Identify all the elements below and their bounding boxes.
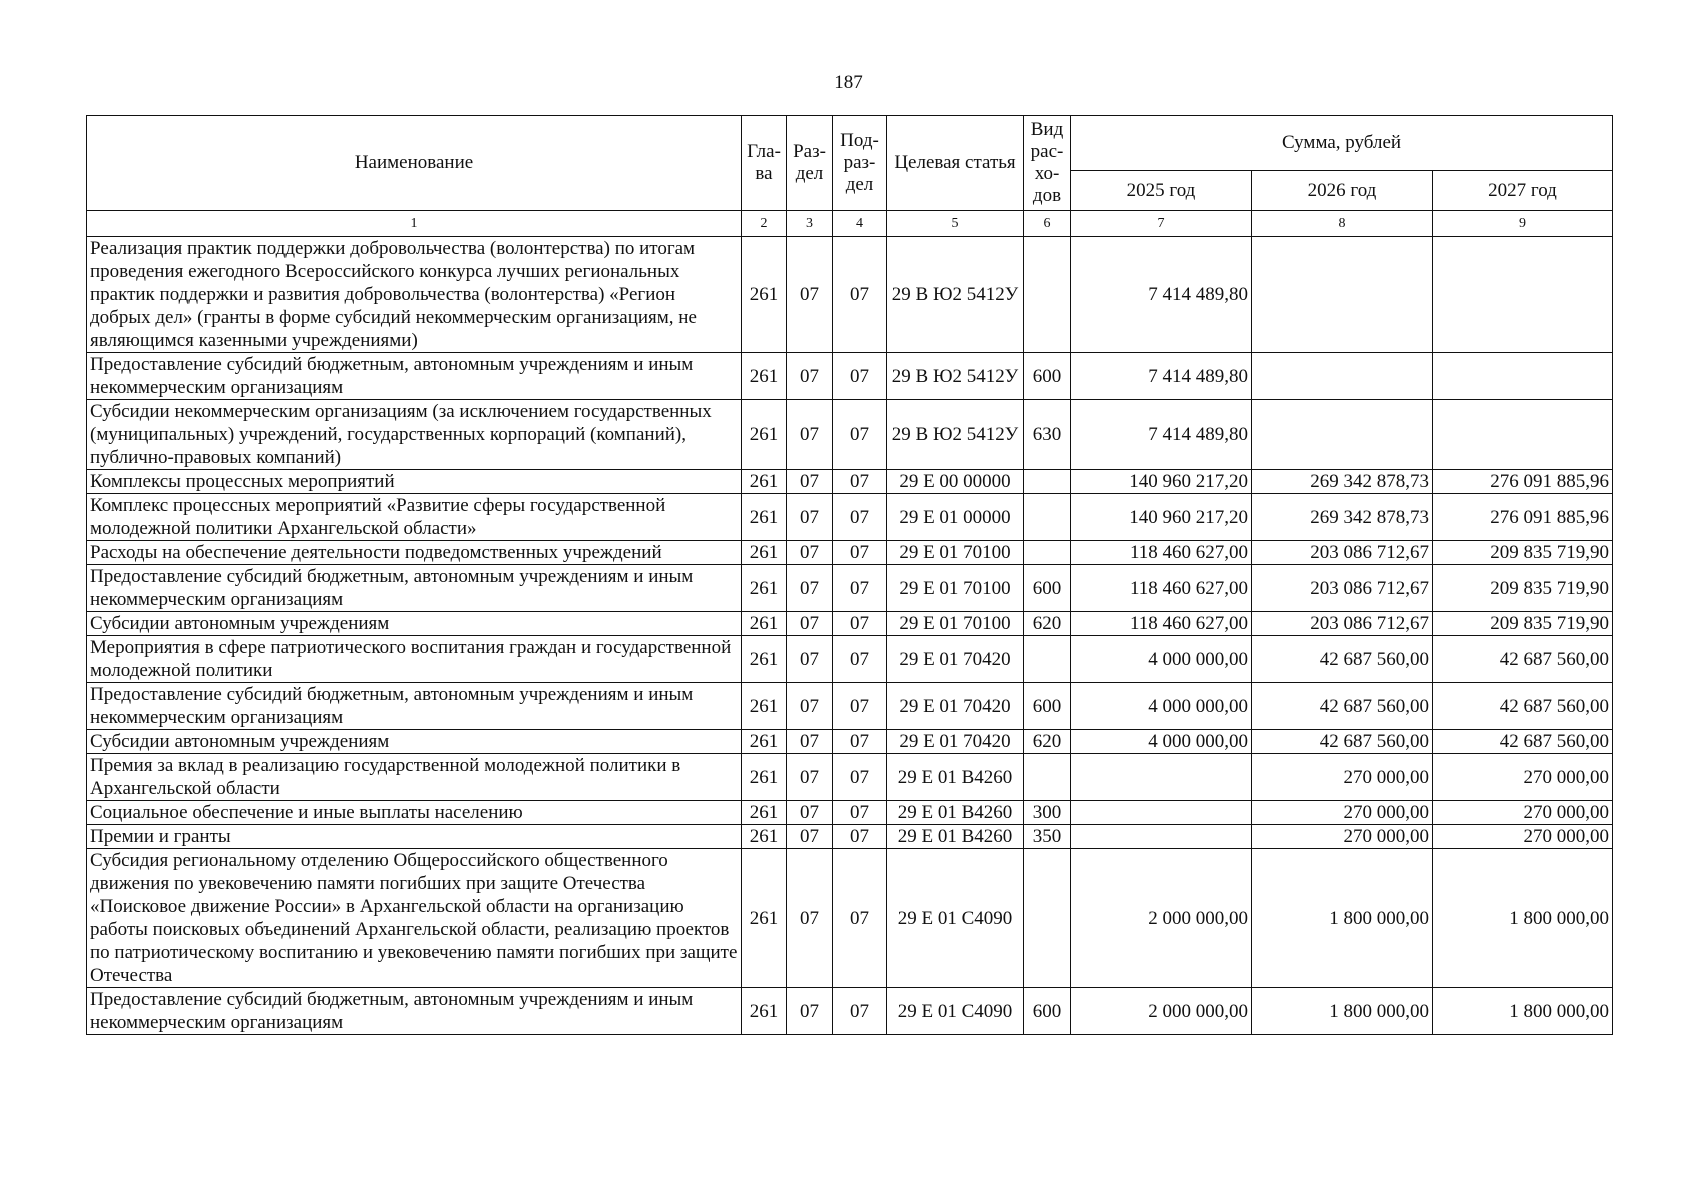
- row-amount-2025: 2 000 000,00: [1071, 988, 1252, 1035]
- row-target-article: 29 Е 01 70100: [887, 565, 1024, 612]
- row-amount-2025: 2 000 000,00: [1071, 849, 1252, 988]
- row-name: Социальное обеспечение и иные выплаты населению: [87, 801, 742, 825]
- row-name: Предоставление субсидий бюджетным, автономным учреждениям и иным некоммерческим организациям: [87, 353, 742, 400]
- row-expense-type: 600: [1024, 683, 1071, 730]
- row-amount-2025: [1071, 825, 1252, 849]
- row-razdel: 07: [787, 730, 833, 754]
- row-amount-2026: 269 342 878,73: [1252, 470, 1433, 494]
- row-amount-2026: 1 800 000,00: [1252, 849, 1433, 988]
- row-glava: 261: [742, 565, 787, 612]
- row-amount-2026: [1252, 400, 1433, 470]
- row-podrazdel: 07: [833, 541, 887, 565]
- row-glava: 261: [742, 801, 787, 825]
- row-target-article: 29 Е 01 70420: [887, 730, 1024, 754]
- table-row: [87, 612, 1613, 636]
- table-row: [87, 801, 1613, 825]
- row-podrazdel: 07: [833, 754, 887, 801]
- row-target-article: 29 В Ю2 5412У: [887, 237, 1024, 353]
- column-number: 1: [87, 211, 742, 237]
- row-razdel: 07: [787, 988, 833, 1035]
- row-podrazdel: 07: [833, 400, 887, 470]
- row-amount-2025: 118 460 627,00: [1071, 612, 1252, 636]
- row-podrazdel: 07: [833, 801, 887, 825]
- row-amount-2027: 42 687 560,00: [1433, 730, 1613, 754]
- row-amount-2026: 42 687 560,00: [1252, 683, 1433, 730]
- column-number: 2: [742, 211, 787, 237]
- row-target-article: 29 Е 01 В4260: [887, 754, 1024, 801]
- row-target-article: 29 Е 01 С4090: [887, 849, 1024, 988]
- row-razdel: 07: [787, 801, 833, 825]
- row-razdel: 07: [787, 400, 833, 470]
- table-row: [87, 494, 1613, 541]
- column-number: 6: [1024, 211, 1071, 237]
- column-number: 8: [1252, 211, 1433, 237]
- page-number: 187: [834, 72, 863, 93]
- row-podrazdel: 07: [833, 237, 887, 353]
- row-podrazdel: 07: [833, 683, 887, 730]
- row-amount-2026: 270 000,00: [1252, 801, 1433, 825]
- row-podrazdel: 07: [833, 353, 887, 400]
- row-amount-2027: [1433, 400, 1613, 470]
- row-expense-type: 600: [1024, 353, 1071, 400]
- row-name: Предоставление субсидий бюджетным, автономным учреждениям и иным некоммерческим организациям: [87, 683, 742, 730]
- row-razdel: 07: [787, 683, 833, 730]
- row-amount-2026: [1252, 237, 1433, 353]
- row-name: Субсидии автономным учреждениям: [87, 730, 742, 754]
- row-amount-2026: 1 800 000,00: [1252, 988, 1433, 1035]
- table-row: [87, 988, 1613, 1035]
- row-target-article: 29 Е 00 00000: [887, 470, 1024, 494]
- row-podrazdel: 07: [833, 825, 887, 849]
- row-amount-2027: [1433, 353, 1613, 400]
- header-target-article: Целевая статья: [887, 116, 1024, 211]
- row-glava: 261: [742, 470, 787, 494]
- column-number: 7: [1071, 211, 1252, 237]
- row-amount-2027: 270 000,00: [1433, 801, 1613, 825]
- row-glava: 261: [742, 494, 787, 541]
- row-glava: 261: [742, 353, 787, 400]
- row-amount-2025: [1071, 754, 1252, 801]
- row-razdel: 07: [787, 494, 833, 541]
- row-name: Премии и гранты: [87, 825, 742, 849]
- row-expense-type: [1024, 237, 1071, 353]
- row-target-article: 29 В Ю2 5412У: [887, 353, 1024, 400]
- row-podrazdel: 07: [833, 470, 887, 494]
- row-amount-2026: 42 687 560,00: [1252, 636, 1433, 683]
- row-amount-2027: 209 835 719,90: [1433, 541, 1613, 565]
- row-target-article: 29 Е 01 70420: [887, 636, 1024, 683]
- table-row: [87, 825, 1613, 849]
- row-amount-2025: 118 460 627,00: [1071, 541, 1252, 565]
- column-number: 9: [1433, 211, 1613, 237]
- column-number: 4: [833, 211, 887, 237]
- row-amount-2025: 7 414 489,80: [1071, 353, 1252, 400]
- row-target-article: 29 Е 01 В4260: [887, 801, 1024, 825]
- row-razdel: 07: [787, 825, 833, 849]
- row-glava: 261: [742, 988, 787, 1035]
- row-target-article: 29 Е 01 70100: [887, 612, 1024, 636]
- row-expense-type: 600: [1024, 988, 1071, 1035]
- row-razdel: 07: [787, 353, 833, 400]
- row-podrazdel: 07: [833, 612, 887, 636]
- column-number: 3: [787, 211, 833, 237]
- row-podrazdel: 07: [833, 565, 887, 612]
- table-row: [87, 470, 1613, 494]
- row-glava: 261: [742, 825, 787, 849]
- row-expense-type: [1024, 849, 1071, 988]
- row-amount-2027: 276 091 885,96: [1433, 470, 1613, 494]
- header-razdel: Раз- дел: [787, 116, 833, 211]
- row-expense-type: 630: [1024, 400, 1071, 470]
- row-target-article: 29 Е 01 С4090: [887, 988, 1024, 1035]
- row-glava: 261: [742, 683, 787, 730]
- row-amount-2025: 140 960 217,20: [1071, 494, 1252, 541]
- header-year-2027: 2027 год: [1433, 171, 1613, 211]
- table-row: [87, 849, 1613, 988]
- row-razdel: 07: [787, 612, 833, 636]
- row-glava: 261: [742, 237, 787, 353]
- row-amount-2026: [1252, 353, 1433, 400]
- row-name: Субсидии некоммерческим организациям (за исключением государственных (муниципальных) учреждений, государственных корпораций (компаний), публично-правовых компаний): [87, 400, 742, 470]
- row-expense-type: [1024, 541, 1071, 565]
- row-amount-2025: 140 960 217,20: [1071, 470, 1252, 494]
- row-amount-2026: 203 086 712,67: [1252, 541, 1433, 565]
- row-name: Премия за вклад в реализацию государственной молодежной политики в Архангельской области: [87, 754, 742, 801]
- row-name: Субсидии автономным учреждениям: [87, 612, 742, 636]
- budget-table: [86, 115, 1613, 1035]
- row-glava: 261: [742, 730, 787, 754]
- row-name: Расходы на обеспечение деятельности подведомственных учреждений: [87, 541, 742, 565]
- row-target-article: 29 Е 01 70100: [887, 541, 1024, 565]
- row-amount-2027: 270 000,00: [1433, 754, 1613, 801]
- row-amount-2025: 118 460 627,00: [1071, 565, 1252, 612]
- row-amount-2027: 276 091 885,96: [1433, 494, 1613, 541]
- row-amount-2025: 7 414 489,80: [1071, 237, 1252, 353]
- row-amount-2027: 1 800 000,00: [1433, 849, 1613, 988]
- row-target-article: 29 Е 01 70420: [887, 683, 1024, 730]
- row-glava: 261: [742, 612, 787, 636]
- column-number: 5: [887, 211, 1024, 237]
- row-expense-type: [1024, 494, 1071, 541]
- column-numbers-row: [87, 211, 1613, 237]
- table-row: [87, 541, 1613, 565]
- row-expense-type: 620: [1024, 730, 1071, 754]
- row-amount-2026: 270 000,00: [1252, 825, 1433, 849]
- row-amount-2027: 1 800 000,00: [1433, 988, 1613, 1035]
- header-year-2025: 2025 год: [1071, 171, 1252, 211]
- row-glava: 261: [742, 400, 787, 470]
- row-amount-2027: 209 835 719,90: [1433, 565, 1613, 612]
- row-amount-2025: 4 000 000,00: [1071, 683, 1252, 730]
- row-razdel: 07: [787, 636, 833, 683]
- row-name: Комплекс процессных мероприятий «Развитие сферы государственной молодежной политики Архангельской области»: [87, 494, 742, 541]
- row-glava: 261: [742, 636, 787, 683]
- row-expense-type: [1024, 754, 1071, 801]
- table-body: [87, 211, 1613, 1035]
- row-razdel: 07: [787, 565, 833, 612]
- row-name: Предоставление субсидий бюджетным, автономным учреждениям и иным некоммерческим организациям: [87, 565, 742, 612]
- row-podrazdel: 07: [833, 849, 887, 988]
- table-row: [87, 353, 1613, 400]
- row-glava: 261: [742, 849, 787, 988]
- row-razdel: 07: [787, 470, 833, 494]
- row-name: Реализация практик поддержки добровольчества (волонтерства) по итогам проведения ежегодного Всероссийского конкурса лучших региональных практик поддержки и развития добровольчества (волонтерства) «Регион добрых дел» (гранты в форме субсидий некоммерческим организациям, не являющимся казенными учреждениями): [87, 237, 742, 353]
- row-name: Мероприятия в сфере патриотического воспитания граждан и государственной молодежной политики: [87, 636, 742, 683]
- header-glava: Гла- ва: [742, 116, 787, 211]
- header-expense-type: Вид рас- хо- дов: [1024, 116, 1071, 211]
- row-amount-2025: 4 000 000,00: [1071, 636, 1252, 683]
- row-razdel: 07: [787, 541, 833, 565]
- header-year-2026: 2026 год: [1252, 171, 1433, 211]
- row-amount-2026: 203 086 712,67: [1252, 565, 1433, 612]
- row-name: Предоставление субсидий бюджетным, автономным учреждениям и иным некоммерческим организациям: [87, 988, 742, 1035]
- table-row: [87, 683, 1613, 730]
- table-row: [87, 754, 1613, 801]
- row-name: Субсидия региональному отделению Общероссийского общественного движения по увековечению памяти погибших при защите Отечества «Поисковое движение России» в Архангельской области на организацию работы поисковых объединений Архангельской области, реализацию проектов по патриотическому воспитанию и увековечению памяти погибших при защите Отечества: [87, 849, 742, 988]
- row-expense-type: 620: [1024, 612, 1071, 636]
- row-expense-type: [1024, 636, 1071, 683]
- row-podrazdel: 07: [833, 636, 887, 683]
- table-row: [87, 237, 1613, 353]
- table-row: [87, 730, 1613, 754]
- row-target-article: 29 Е 01 00000: [887, 494, 1024, 541]
- row-amount-2025: [1071, 801, 1252, 825]
- header-name: Наименование: [87, 116, 742, 211]
- row-amount-2027: 42 687 560,00: [1433, 636, 1613, 683]
- row-expense-type: 350: [1024, 825, 1071, 849]
- row-expense-type: [1024, 470, 1071, 494]
- row-podrazdel: 07: [833, 988, 887, 1035]
- row-expense-type: 300: [1024, 801, 1071, 825]
- row-amount-2026: 269 342 878,73: [1252, 494, 1433, 541]
- row-amount-2027: [1433, 237, 1613, 353]
- row-amount-2025: 4 000 000,00: [1071, 730, 1252, 754]
- row-glava: 261: [742, 541, 787, 565]
- row-target-article: 29 В Ю2 5412У: [887, 400, 1024, 470]
- row-razdel: 07: [787, 237, 833, 353]
- row-razdel: 07: [787, 849, 833, 988]
- row-razdel: 07: [787, 754, 833, 801]
- row-name: Комплексы процессных мероприятий: [87, 470, 742, 494]
- row-amount-2025: 7 414 489,80: [1071, 400, 1252, 470]
- row-amount-2027: 209 835 719,90: [1433, 612, 1613, 636]
- table-row: [87, 565, 1613, 612]
- table-row: [87, 400, 1613, 470]
- row-amount-2027: 270 000,00: [1433, 825, 1613, 849]
- row-expense-type: 600: [1024, 565, 1071, 612]
- table-row: [87, 636, 1613, 683]
- row-podrazdel: 07: [833, 494, 887, 541]
- row-amount-2026: 42 687 560,00: [1252, 730, 1433, 754]
- header-sum: Сумма, рублей: [1071, 116, 1613, 171]
- row-podrazdel: 07: [833, 730, 887, 754]
- row-amount-2027: 42 687 560,00: [1433, 683, 1613, 730]
- row-amount-2026: 203 086 712,67: [1252, 612, 1433, 636]
- header-podrazdel: Под- раз- дел: [833, 116, 887, 211]
- row-target-article: 29 Е 01 В4260: [887, 825, 1024, 849]
- row-glava: 261: [742, 754, 787, 801]
- row-amount-2026: 270 000,00: [1252, 754, 1433, 801]
